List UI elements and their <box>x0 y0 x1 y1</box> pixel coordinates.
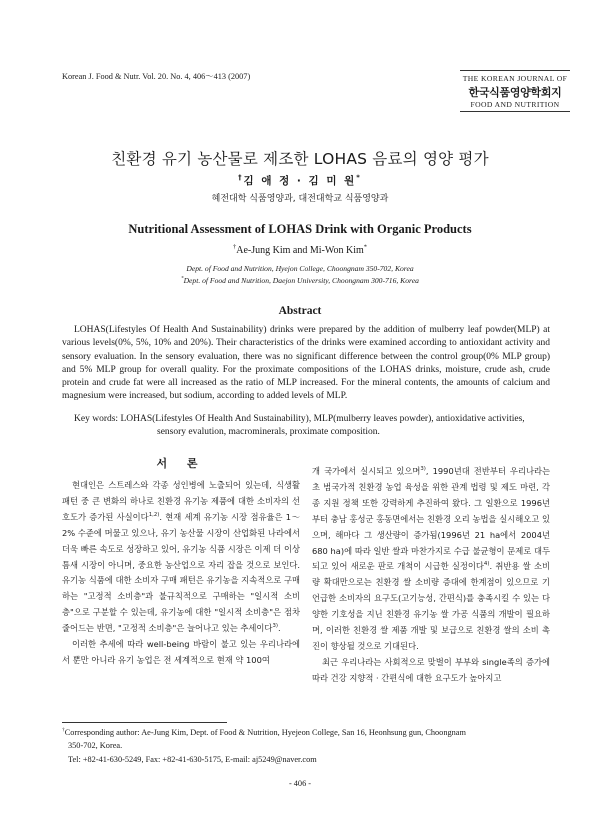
paragraph: 최근 우리나라는 사회적으로 맞벌이 부부와 single족의 증가에 따라 건강 지향적 · 간편식에 대한 요구도가 높아지고 <box>312 656 550 683</box>
title-english: Nutritional Assessment of LOHAS Drink with Organic Products <box>128 222 472 236</box>
citation: Korean J. Food & Nutr. Vol. 20. No. 4, 406～413 (2007) <box>62 72 251 81</box>
journal-name-en: THE KOREAN JOURNAL OF <box>462 74 568 83</box>
footnote-mark: † <box>62 727 65 734</box>
paragraph: 개 국가에서 실시되고 있으며$^{3)}$, 1990년대 전반부터 우리나라는 초 범국가적 친환경 농업 육성을 위한 관계 법령 및 제도 마련, 각종 지원 정책 또한 강력하게 추진하여 왔다. 그 일환으로 1996년부터 충남 홍성군 홍동면에서는 친환경 오리 농법을 실시해오고 있으며, 해마다 그 생산량이 증가됨(1996년 21 ha에서 2004년 680 ha)에 따라 일반 쌀과 마찬가지로 수급 불균형이 문제로 대두되고 있어 새로운 판로 개척이 시급한 실정이다$^{4)}$. 취반용 쌀 소비량 확대만으로는 친환경 쌀 소비량 증대에 한계점이 있으므로 기 언급한 소비자의 요구도(고기능성, 간편식)를 충족시킬 수 있는 다양한 기호성을 지닌 친환경 유기농 쌀 가공 식품의 개발이 필요하며, 이러한 친환경 쌀 제품 개발 및 보급으로 친환경 쌀의 소비 촉진이 향상될 것으로 기대된다. <box>312 466 551 651</box>
authors-english <box>0 245 600 256</box>
authors-korean-names: 김 애 정 · 김 미 원 <box>243 175 357 187</box>
abstract-body: LOHAS(Lifestyles Of Health And Sustainability) drinks were prepared by the addition of mulberry leaf powder(MLP) at various levels(0%, 5%, 10% and 20%). Their characteristics of the drinks were examined according to antioxidant activity and sensory evaluation. In the sensory evaluation, there was no significant difference between the control group(0% MLP group) and 5% MLP group for overall quality. For the proximate compositions of the LOHAS drinks, moisture, crude ash, crude protein and crude fat were all increased as the ratio of MLP increased. For the mineral contents, the amounts of calcium and magnesium were increased, but sodium, according to added levels of MLP. <box>62 325 550 402</box>
journal-name-en2: FOOD AND NUTRITION <box>470 100 560 109</box>
paragraph: 현대인은 스트레스와 각종 성인병에 노출되어 있는데, 식생활 패턴 중 큰 변화의 하나로 친환경 유기농 제품에 대한 소비자의 선호도가 증가된 사실이다$^{1,2)}$. 현재 세계 유기농 시장 점유율은 1～2% 수준에 머물고 있으나, 유기 농산물 시장이 산업화된 나라에서 더욱 빠른 속도로 성장하고 있어, 유기농 식품 시장은 이제 더 이상 틈새 시장이 아니며, 중요한 농산업으로 자리 잡을 것으로 보인다. 유기농 식품에 대한 소비자 구매 패턴은 유기농을 지속적으로 구매하는 "고정적 소비층"과 불규칙적으로 구매하는 "일시적 소비층"으로 구분할 수 있는데, 유기농에 대한 "일시적 소비층"은 점차 줄어드는 반면, "고정적 소비층"은 늘어나고 있는 추세이다$^{3)}$. <box>62 480 300 634</box>
abstract-heading: Abstract <box>278 305 322 317</box>
keywords-label: Key words: <box>74 414 119 424</box>
title-korean: 친환경 유기 농산물로 제조한 LOHAS 음료의 영양 평가 <box>111 150 489 168</box>
authors-english-names: Ae-Jung Kim and Mi-Won Kim <box>236 245 364 256</box>
footnote-rule <box>62 722 227 723</box>
authors-korean <box>0 173 600 188</box>
footnote <box>62 726 550 766</box>
paragraph: 이러한 추세에 따라 well-being 바람이 불고 있는 우리나라에서 뿐만 아니라 유기 농업은 전 세계적으로 현재 약 100여 <box>62 639 300 665</box>
journal-logo <box>460 70 570 112</box>
affiliation-english-2-text: Dept. of Food and Nutrition, Daejon University, Choongnam 300-716, Korea <box>183 276 419 285</box>
reference: 1,2) <box>148 512 160 519</box>
reference: 3) <box>420 466 426 473</box>
journal-name-ko: 한국식품영양학회지 <box>468 86 562 99</box>
footnote-line-1: Corresponding author: Ae-Jung Kim, Dept. of Food & Nutrition, Hyejeon College, San 16, Heonhsung gun, Choongnam <box>64 728 466 737</box>
footnote-line-2: 350-702, Korea. <box>68 741 123 751</box>
keywords <box>62 413 550 440</box>
journal-bottom-rule <box>460 111 570 112</box>
affiliation-english-2 <box>0 276 600 285</box>
keywords-line-1: LOHAS(Lifestyles Of Health And Sustainability), MLP(mulberry leaves powder), antioxidative activities, <box>120 414 525 424</box>
affiliation-mark: * <box>356 173 362 182</box>
footnote-line-3: Tel: +82-41-630-5249, Fax: +82-41-630-5175, E-mail: aj5249@naver.com <box>68 754 317 764</box>
section-heading-introduction: 서 론 <box>156 457 206 470</box>
reference: 3) <box>272 623 278 630</box>
reference: 4) <box>483 561 490 568</box>
affiliation-mark-en: * <box>363 243 367 251</box>
corresponding-mark: † <box>238 173 244 182</box>
column-left <box>62 478 300 669</box>
keywords-line-2: sensory evalution, macrominerals, proximate composition. <box>157 427 380 438</box>
corresponding-mark-en: † <box>232 243 237 251</box>
column-right <box>312 464 550 687</box>
page-number: - 406 - <box>288 779 312 788</box>
journal-top-rule <box>460 70 570 71</box>
affiliation-korean: 혜전대학 식품영양과, 대전대학교 식품영양과 <box>211 194 389 204</box>
affiliation-english-1: Dept. of Food and Nutrition, Hyejon College, Choongnam 350-702, Korea <box>186 264 414 273</box>
affiliation-mark-2: * <box>181 276 184 282</box>
